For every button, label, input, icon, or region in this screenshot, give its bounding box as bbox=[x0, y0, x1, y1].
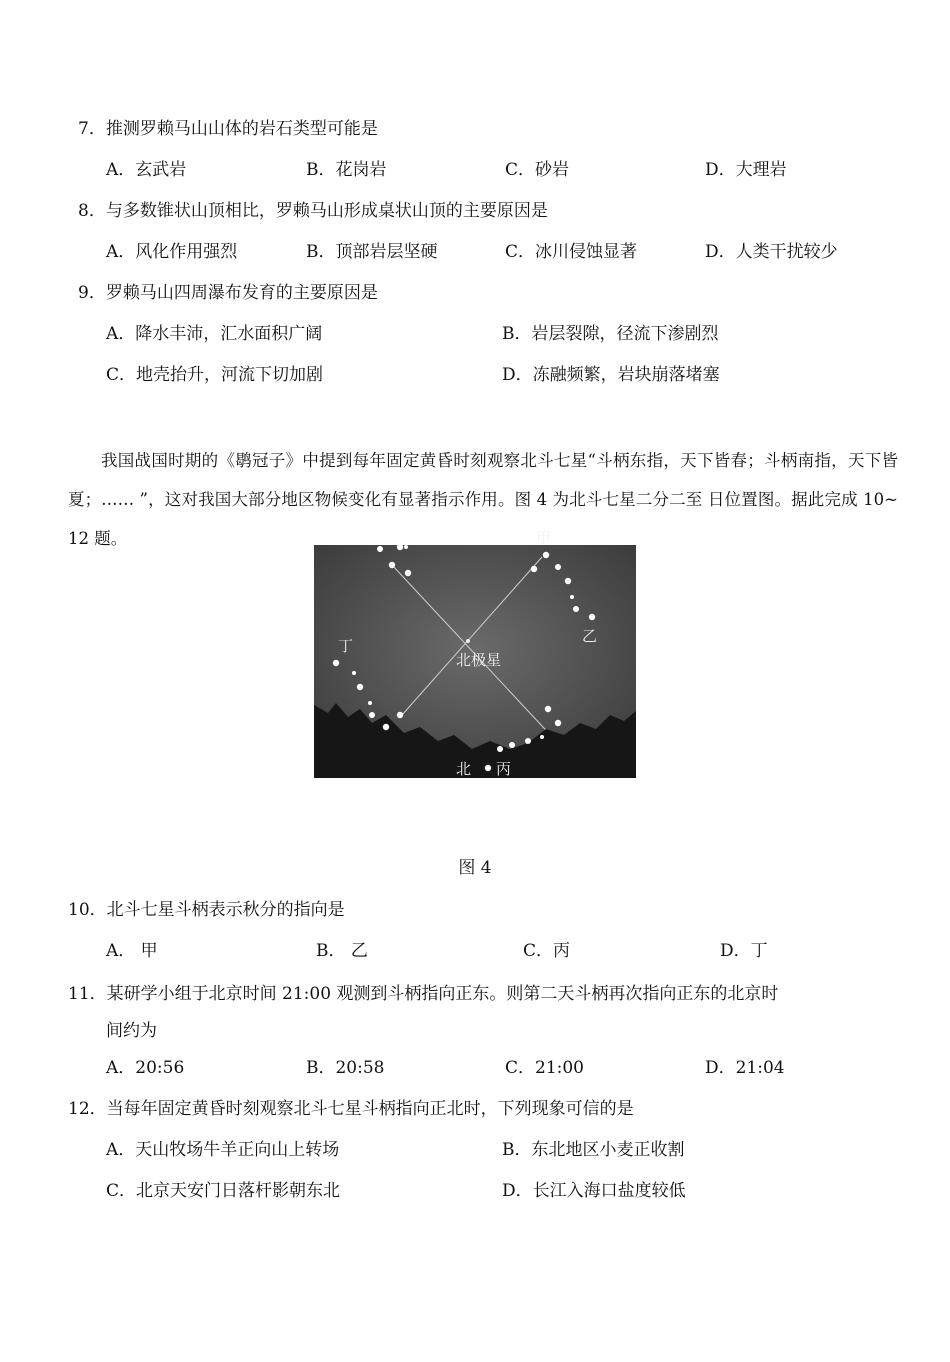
q7-stem: 7．推测罗赖马山山体的岩石类型可能是 bbox=[78, 119, 378, 139]
q9-option-b: B．岩层裂隙，径流下渗剧烈 bbox=[502, 324, 719, 344]
label-north: 北 bbox=[456, 760, 472, 778]
big-dipper-figure bbox=[314, 529, 636, 778]
polaris-star bbox=[466, 639, 470, 643]
q12-option-c: C．北京天安门日落杆影朝东北 bbox=[106, 1181, 341, 1201]
q11-stem-line2: 间约为 bbox=[106, 1021, 157, 1041]
q10-option-d: D．丁 bbox=[720, 941, 768, 961]
q12-option-b: B．东北地区小麦正收割 bbox=[502, 1140, 685, 1160]
q7-option-d: D．大理岩 bbox=[705, 160, 787, 180]
q10-stem: 10．北斗七星斗柄表示秋分的指向是 bbox=[68, 900, 345, 920]
q9-option-d: D．冻融频繁，岩块崩落堵塞 bbox=[502, 365, 720, 385]
q11-option-d: D．21:04 bbox=[705, 1058, 785, 1078]
q8-option-d: D．人类干扰较少 bbox=[705, 242, 838, 262]
q12-stem: 12．当每年固定黄昏时刻观察北斗七星斗柄指向正北时，下列现象可信的是 bbox=[68, 1099, 634, 1119]
label-jia: 甲 bbox=[536, 529, 552, 547]
q7-option-c: C．砂岩 bbox=[505, 160, 570, 180]
polaris-label: 北极星 bbox=[456, 651, 502, 669]
q7-option-a: A．玄武岩 bbox=[106, 160, 187, 180]
q8-option-b: B．顶部岩层坚硬 bbox=[306, 242, 438, 262]
label-yi: 乙 bbox=[582, 627, 598, 645]
q7-option-b: B．花岗岩 bbox=[306, 160, 387, 180]
label-ding: 丁 bbox=[338, 637, 354, 655]
q11-option-c: C．21:00 bbox=[505, 1058, 584, 1078]
passage-text: 我国战国时期的《鹖冠子》中提到每年固定黄昏时刻观察北斗七星“斗柄东指，天下皆春；斗柄南指，天下皆夏；…… ”，这对我国大部分地区物候变化有显著指示作用。图 4 为北斗七星二分二至 日位置图。据此完成 10~ 12 题。 bbox=[68, 451, 898, 548]
passage bbox=[68, 441, 898, 558]
q9-option-a: A．降水丰沛，汇水面积广阔 bbox=[106, 324, 323, 344]
q10-option-b: B． 乙 bbox=[316, 941, 368, 961]
figure-caption: 图 4 bbox=[458, 858, 492, 878]
q10-option-a: A． 甲 bbox=[106, 941, 158, 961]
label-bing: 丙 bbox=[496, 760, 512, 778]
q9-stem: 9．罗赖马山四周瀑布发育的主要原因是 bbox=[78, 283, 378, 303]
q8-option-a: A．风化作用强烈 bbox=[106, 242, 238, 262]
q10-option-c: C．丙 bbox=[523, 941, 571, 961]
q11-stem-line1: 11．某研学小组于北京时间 21:00 观测到斗柄指向正东。则第二天斗柄再次指向正东的北京时 bbox=[68, 984, 779, 1004]
q11-option-b: B．20:58 bbox=[306, 1058, 385, 1078]
q8-stem: 8．与多数锥状山顶相比，罗赖马山形成桌状山顶的主要原因是 bbox=[78, 201, 548, 221]
q8-option-c: C．冰川侵蚀显著 bbox=[505, 242, 638, 262]
q9-option-c: C．地壳抬升，河流下切加剧 bbox=[106, 365, 324, 385]
q11-option-a: A．20:56 bbox=[106, 1058, 185, 1078]
q12-option-d: D．长江入海口盐度较低 bbox=[502, 1181, 686, 1201]
q12-option-a: A．天山牧场牛羊正向山上转场 bbox=[106, 1140, 340, 1160]
